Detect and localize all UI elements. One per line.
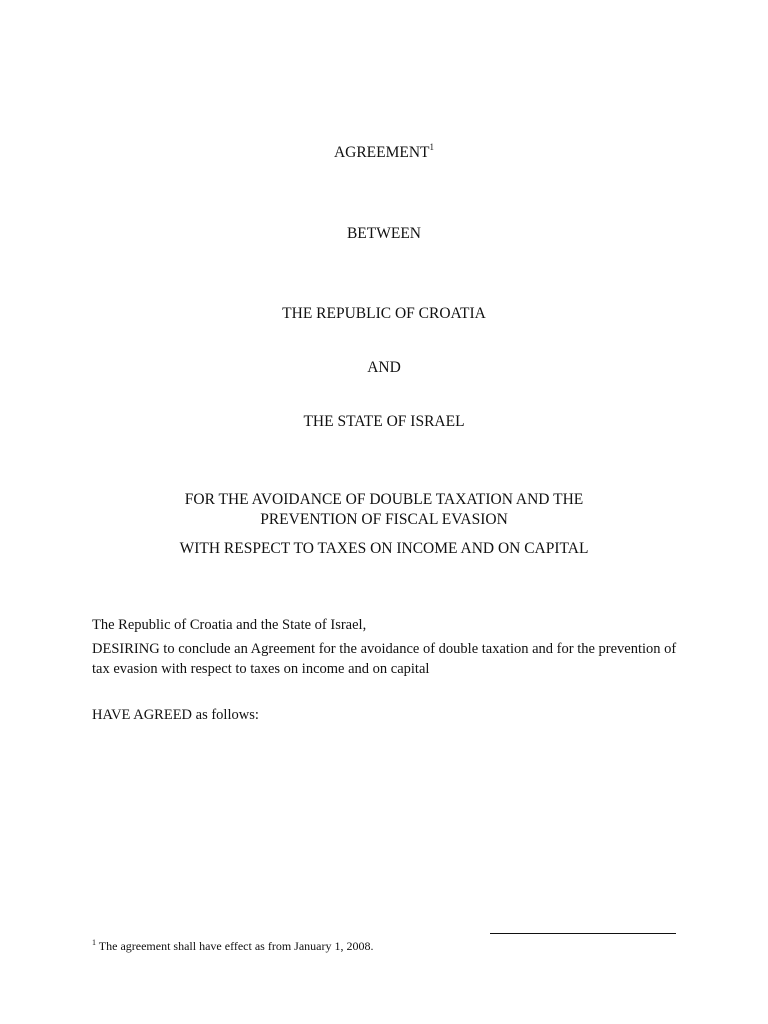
conjunction-heading: AND	[367, 359, 401, 376]
intro-paragraph: The Republic of Croatia and the State of Israel,	[92, 617, 367, 633]
purpose-line-1: FOR THE AVOIDANCE OF DOUBLE TAXATION AND THE	[184, 491, 584, 508]
title-footnote-mark[interactable]: 1	[429, 142, 435, 152]
footnote-separator	[490, 933, 676, 934]
desiring-paragraph: DESIRING to conclude an Agreement for the avoidance of double taxation and for the prevention of tax evasion with respect to taxes on income and on capital	[92, 641, 677, 677]
agreement-title	[0, 143, 768, 163]
purpose-line-2: PREVENTION OF FISCAL EVASION	[260, 511, 508, 528]
party-one-heading: THE REPUBLIC OF CROATIA	[282, 305, 486, 322]
footnote-text: The agreement shall have effect as from January 1, 2008.	[98, 939, 374, 953]
title-text: AGREEMENT	[333, 144, 430, 161]
footnote	[92, 938, 373, 954]
purpose-heading	[0, 490, 768, 530]
have-agreed-paragraph: HAVE AGREED as follows:	[92, 707, 259, 723]
between-heading: BETWEEN	[346, 225, 422, 242]
scope-heading: WITH RESPECT TO TAXES ON INCOME AND ON CAPITAL	[179, 540, 589, 557]
party-two-heading: THE STATE OF ISRAEL	[303, 413, 465, 430]
footnote-mark: 1	[92, 938, 96, 947]
